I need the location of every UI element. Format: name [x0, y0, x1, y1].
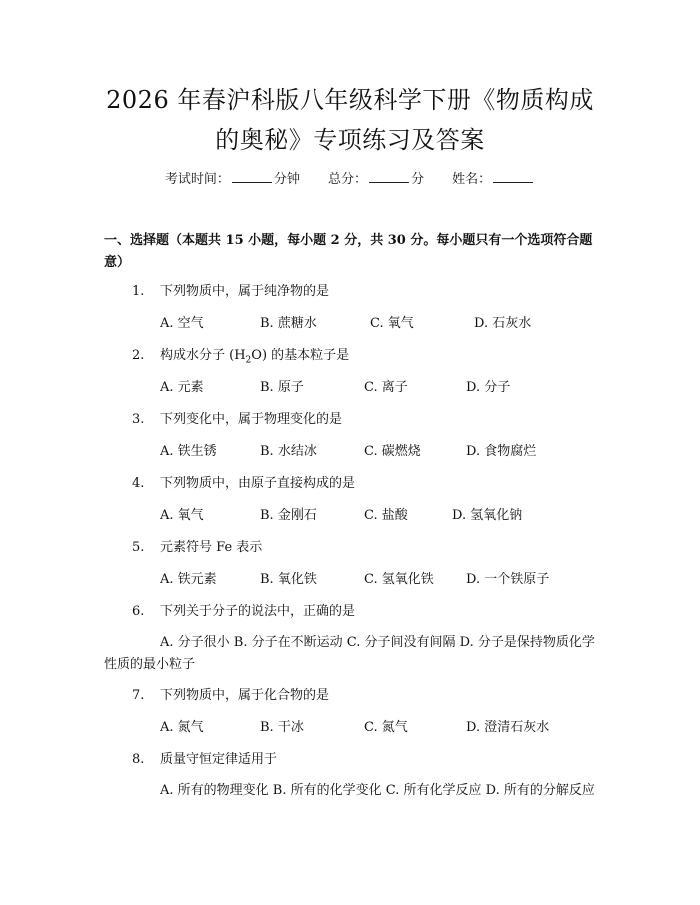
- exam-time-field: 考试时间： 分钟: [165, 172, 300, 187]
- option-b: B. 蔗糖水: [260, 316, 317, 331]
- option-d: D. 石灰水: [474, 316, 532, 331]
- question-3: 3. 下列变化中，属于物理变化的是: [132, 412, 343, 427]
- exam-name-field: 姓名：: [452, 172, 535, 187]
- title-line-1: 2026 年春沪科版八年级科学下册《物质构成: [106, 86, 594, 114]
- question-2: 2. 构成水分子 $(H_2O)$ 的基本粒子是: [132, 348, 350, 366]
- option-b: B. 氧化铁: [260, 572, 317, 587]
- time-blank: [232, 168, 272, 183]
- option-c: C. 氢氧化铁: [364, 572, 434, 587]
- question-7: 7. 下列物质中，属于化合物的是: [132, 688, 330, 703]
- option-d: D. 分子: [466, 380, 511, 395]
- option-d: D. 一个铁原子: [466, 572, 550, 587]
- option-b: B. 水结冰: [260, 444, 317, 459]
- option-a: A. 氧气: [160, 508, 204, 523]
- option-a: A. 铁元素: [160, 572, 217, 587]
- exam-info-row: [0, 168, 700, 190]
- option-c: C. 氮气: [364, 720, 408, 735]
- question-6-options: A. 分子很小 B. 分子在不断运动 C. 分子间没有间隔 D. 分子是保持物质化学性质的最小粒子: [104, 635, 595, 672]
- score-blank: [369, 168, 409, 183]
- option-a: A. 氮气: [160, 720, 204, 735]
- section-heading: 一、选择题（本题共 15 小题，每小题 2 分，共 30 分。每小题只有一个选项符合题意）: [104, 233, 593, 270]
- option-a: A. 空气: [160, 316, 204, 331]
- exam-score-field: 总分： 分: [328, 172, 424, 187]
- question-4: 4. 下列物质中，由原子直接构成的是: [132, 476, 356, 491]
- question-5: 5. 元素符号 Fe 表示: [132, 540, 263, 555]
- option-c: C. 离子: [364, 380, 408, 395]
- option-a: A. 铁生锈: [160, 444, 217, 459]
- option-d: D. 氢氧化钠: [452, 508, 523, 523]
- option-c: C. 氧气: [370, 316, 414, 331]
- option-d: D. 食物腐烂: [466, 444, 537, 459]
- option-b: B. 金刚石: [260, 508, 317, 523]
- option-b: B. 原子: [260, 380, 304, 395]
- question-6: 6. 下列关于分子的说法中，正确的是: [132, 604, 356, 619]
- option-b: B. 干冰: [260, 720, 304, 735]
- name-blank: [493, 168, 533, 183]
- option-d: D. 澄清石灰水: [466, 720, 550, 735]
- question-8-options: A. 所有的物理变化 B. 所有的化学变化 C. 所有化学反应 D. 所有的分解反应: [160, 783, 595, 798]
- question-1: 1. 下列物质中，属于纯净物的是: [132, 284, 330, 299]
- document-title: [60, 80, 640, 160]
- option-a: A. 元素: [160, 380, 204, 395]
- option-c: C. 盐酸: [364, 508, 408, 523]
- option-c: C. 碳燃烧: [364, 444, 421, 459]
- title-line-2: 的奥秘》专项练习及答案: [215, 126, 485, 154]
- question-8: 8. 质量守恒定律适用于: [132, 752, 278, 767]
